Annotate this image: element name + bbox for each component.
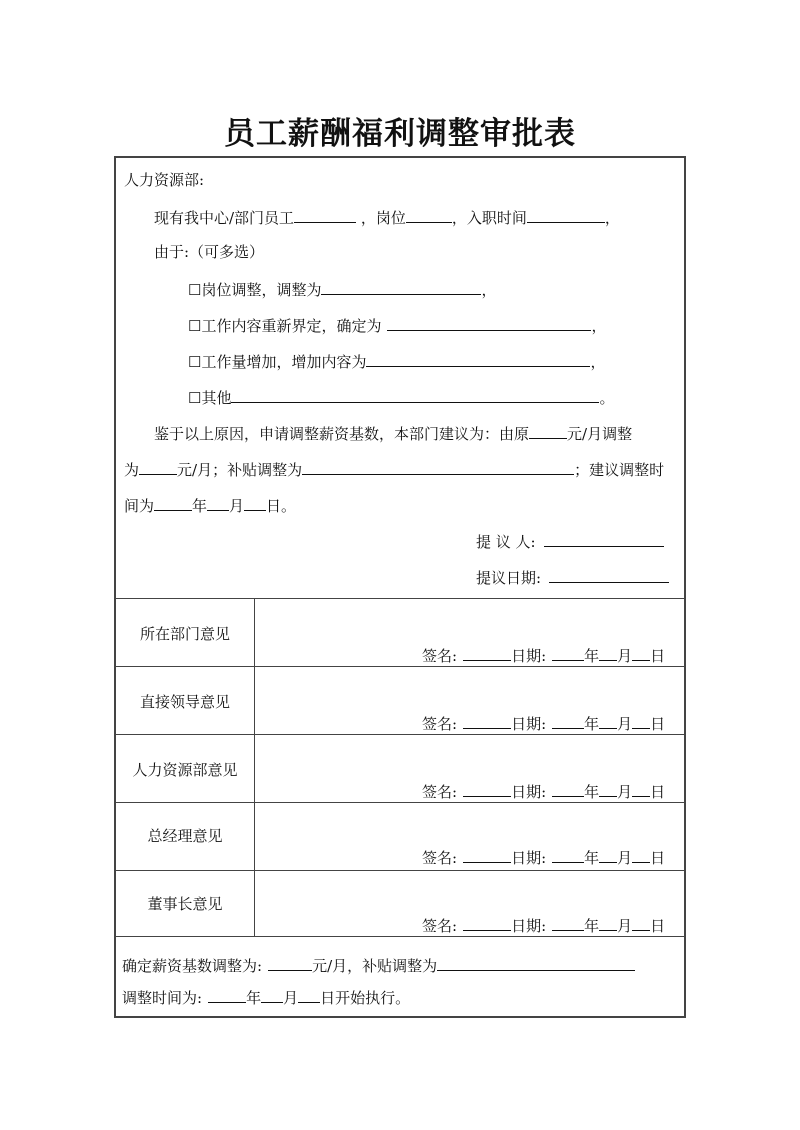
approval-row-label: 董事长意见 — [147, 895, 223, 913]
approval-row-label: 所在部门意见 — [139, 625, 230, 643]
approval-signature-line: 签名: 日期: 年 月 日 — [422, 914, 665, 936]
proposal-line3: 间为 年 月 日。 — [124, 494, 296, 516]
proposal-year-field[interactable] — [154, 494, 192, 511]
signature-field[interactable] — [463, 780, 511, 797]
year-field[interactable] — [552, 846, 584, 863]
year-field[interactable] — [552, 644, 584, 661]
page-title: 员工薪酬福利调整审批表 — [224, 116, 576, 152]
original-salary-field[interactable] — [529, 422, 567, 439]
year-field[interactable] — [552, 780, 584, 797]
final-date-line: 调整时间为: 年 月 日开始执行。 — [122, 986, 410, 1008]
signature-field[interactable] — [463, 644, 511, 661]
year-field[interactable] — [552, 914, 584, 931]
option2-field[interactable] — [387, 314, 591, 331]
position-field[interactable] — [406, 206, 452, 223]
divider — [116, 598, 684, 599]
proposal-line1: 鉴于以上原因，申请调整薪资基数，本部门建议为：由原 元/月调整 — [154, 422, 632, 444]
approval-signature-line: 签名: 日期: 年 月 日 — [422, 644, 665, 666]
signature-field[interactable] — [463, 846, 511, 863]
reason-label: 由于:（可多选） — [154, 243, 265, 261]
year-field[interactable] — [552, 712, 584, 729]
option-other[interactable]: ☐其他 。 — [188, 386, 614, 408]
approval-row-label: 总经理意见 — [147, 827, 223, 845]
month-field[interactable] — [599, 914, 617, 931]
day-field[interactable] — [632, 914, 650, 931]
employee-line: 现有我中心/部门员工 ，岗位 ，入职时间 ， — [154, 206, 620, 228]
final-day-field[interactable] — [298, 986, 320, 1003]
proposal-day-field[interactable] — [244, 494, 266, 511]
month-field[interactable] — [599, 780, 617, 797]
divider — [116, 870, 684, 871]
month-field[interactable] — [599, 712, 617, 729]
proposer-date: 提议日期: — [476, 566, 669, 588]
divider — [116, 802, 684, 803]
final-subsidy-field[interactable] — [437, 954, 635, 971]
hire-date-field[interactable] — [527, 206, 605, 223]
addressee: 人力资源部: — [124, 171, 205, 189]
option3-field[interactable] — [366, 350, 590, 367]
proposal-line2: 为 元/月；补贴调整为 ；建议调整时 — [124, 458, 664, 480]
column-divider — [254, 598, 255, 936]
divider — [116, 936, 684, 937]
option-job-redefine[interactable]: ☐工作内容重新界定，确定为 ， — [188, 314, 606, 336]
final-month-field[interactable] — [261, 986, 283, 1003]
final-salary-line: 确定薪资基数调整为: 元/月，补贴调整为 — [122, 954, 635, 976]
approval-row-label: 直接领导意见 — [139, 693, 230, 711]
divider — [116, 666, 684, 667]
day-field[interactable] — [632, 712, 650, 729]
option-position-adjust[interactable]: ☐岗位调整，调整为 ， — [188, 278, 496, 300]
proposer: 提 议 人: — [476, 530, 664, 552]
day-field[interactable] — [632, 846, 650, 863]
option1-field[interactable] — [321, 278, 481, 295]
proposer-date-field[interactable] — [549, 566, 669, 583]
final-year-field[interactable] — [208, 986, 246, 1003]
approval-signature-line: 签名: 日期: 年 月 日 — [422, 780, 665, 802]
proposer-field[interactable] — [544, 530, 664, 547]
option-workload-increase[interactable]: ☐工作量增加，增加内容为 ， — [188, 350, 605, 372]
final-salary-field[interactable] — [268, 954, 312, 971]
approval-signature-line: 签名: 日期: 年 月 日 — [422, 712, 665, 734]
month-field[interactable] — [599, 846, 617, 863]
employee-name-field[interactable] — [294, 206, 356, 223]
new-salary-field[interactable] — [139, 458, 177, 475]
approval-signature-line: 签名: 日期: 年 月 日 — [422, 846, 665, 868]
signature-field[interactable] — [463, 914, 511, 931]
proposal-month-field[interactable] — [207, 494, 229, 511]
signature-field[interactable] — [463, 712, 511, 729]
subsidy-field[interactable] — [302, 458, 574, 475]
day-field[interactable] — [632, 644, 650, 661]
month-field[interactable] — [599, 644, 617, 661]
option4-field[interactable] — [231, 386, 599, 403]
approval-row-label: 人力资源部意见 — [132, 761, 238, 779]
approval-form — [114, 156, 686, 1018]
day-field[interactable] — [632, 780, 650, 797]
divider — [116, 734, 684, 735]
